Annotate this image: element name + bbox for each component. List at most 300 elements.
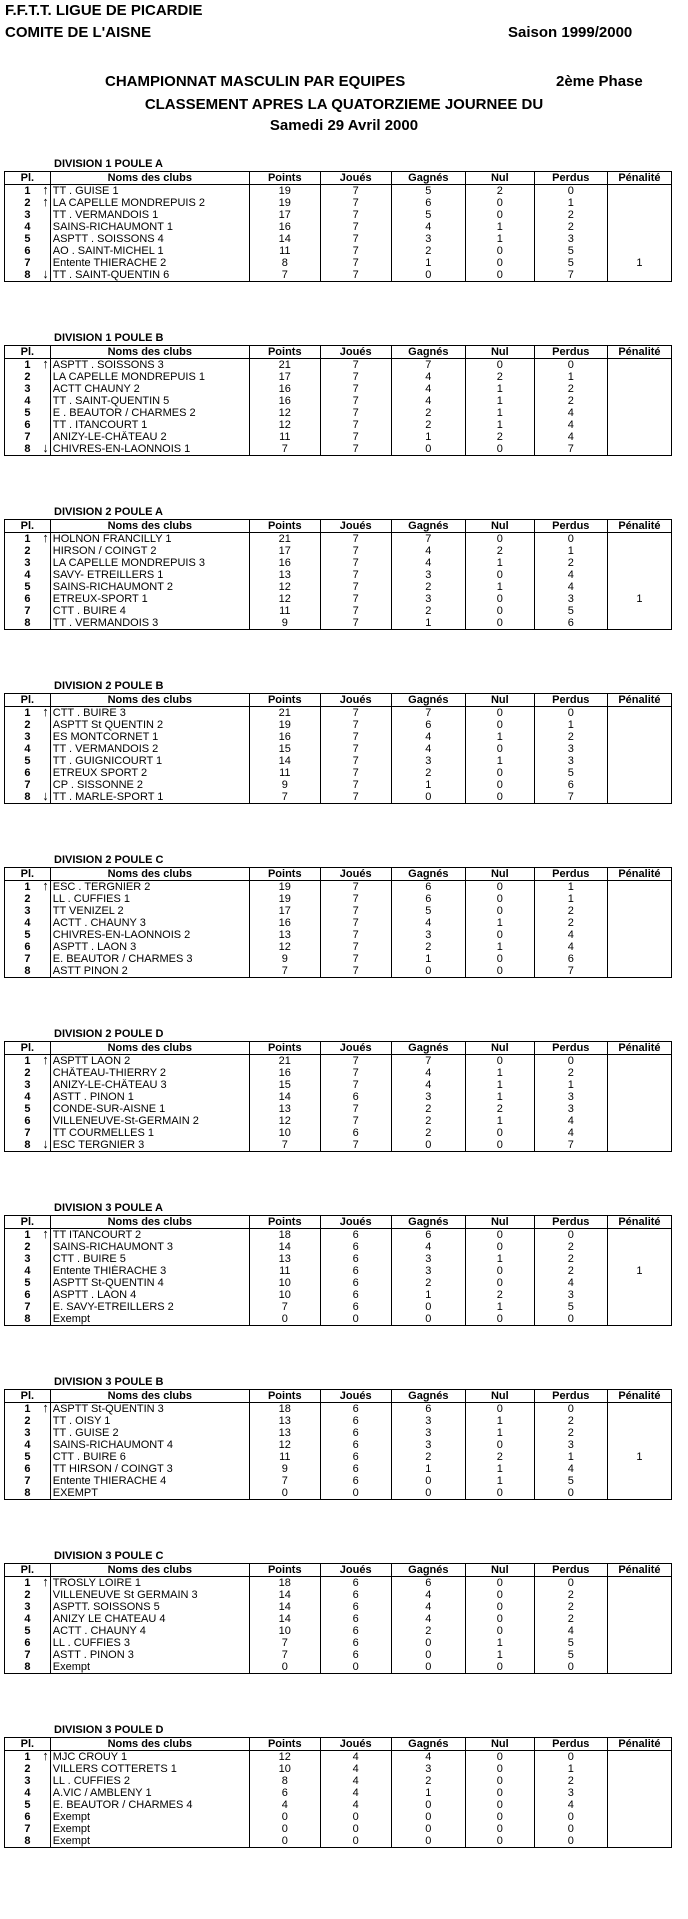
club-name-cell: TT . VERMANDOIS 3 [50, 617, 249, 630]
standings-table [4, 693, 672, 804]
nul-cell: 0 [466, 965, 535, 978]
club-name-cell: Entente THIERACHE 4 [50, 1475, 249, 1487]
column-header: Pénalité [607, 1738, 671, 1751]
nul-cell: 0 [466, 1229, 535, 1242]
perdus-cell: 4 [534, 941, 607, 953]
club-name-cell: E . BEAUTOR / CHARMES 2 [50, 407, 249, 419]
gagnes-cell: 0 [391, 1661, 465, 1674]
club-name-cell: E. BEAUTOR / CHARMES 3 [50, 953, 249, 965]
table-row [5, 1613, 672, 1625]
joues-cell: 7 [320, 905, 391, 917]
joues-cell: 7 [320, 383, 391, 395]
column-header: Pénalité [607, 1564, 671, 1577]
joues-cell: 7 [320, 791, 391, 804]
gagnes-cell: 0 [391, 1799, 465, 1811]
points-cell: 12 [249, 593, 320, 605]
points-cell: 15 [249, 743, 320, 755]
penalite-cell [607, 1577, 671, 1590]
table-header-row [5, 694, 672, 707]
column-header: Gagnés [391, 520, 465, 533]
joues-cell: 6 [320, 1127, 391, 1139]
column-header: Perdus [534, 520, 607, 533]
table-row [5, 1661, 672, 1674]
column-header: Joués [320, 1564, 391, 1577]
penalite-cell [607, 245, 671, 257]
joues-cell: 6 [320, 1601, 391, 1613]
club-name-cell: CHIVRES-EN-LAONNOIS 1 [50, 443, 249, 456]
perdus-cell: 0 [534, 1229, 607, 1242]
joues-cell: 6 [320, 1439, 391, 1451]
arrow-up-icon: ↑ [42, 1402, 49, 1415]
table-row [5, 197, 672, 209]
joues-cell: 7 [320, 1055, 391, 1068]
club-name-cell: AO . SAINT-MICHEL 1 [50, 245, 249, 257]
points-cell: 21 [249, 359, 320, 372]
gagnes-cell: 0 [391, 791, 465, 804]
joues-cell: 6 [320, 1427, 391, 1439]
rank-cell: 6 [5, 1811, 51, 1823]
joues-cell: 6 [320, 1229, 391, 1242]
points-cell: 14 [249, 1589, 320, 1601]
joues-cell: 7 [320, 359, 391, 372]
table-row [5, 545, 672, 557]
rank-cell: 6 [5, 1289, 51, 1301]
column-header: Perdus [534, 1216, 607, 1229]
penalite-cell [607, 1241, 671, 1253]
nul-cell: 1 [466, 755, 535, 767]
penalite-cell [607, 581, 671, 593]
column-header: Points [249, 1216, 320, 1229]
nul-cell: 0 [466, 953, 535, 965]
column-header: Pénalité [607, 346, 671, 359]
penalite-cell [607, 269, 671, 282]
column-header: Perdus [534, 346, 607, 359]
rank-cell: 6 [5, 245, 51, 257]
rank-cell: 1 ↑ [5, 1229, 51, 1242]
rank-cell: 3 [5, 1601, 51, 1613]
rank-cell: 2 [5, 1067, 51, 1079]
joues-cell: 7 [320, 533, 391, 546]
nul-cell: 1 [466, 1115, 535, 1127]
table-row [5, 1127, 672, 1139]
joues-cell: 7 [320, 893, 391, 905]
club-name-cell: TT VENIZEL 2 [50, 905, 249, 917]
table-header-row [5, 520, 672, 533]
gagnes-cell: 1 [391, 953, 465, 965]
rank-cell: 7 [5, 257, 51, 269]
points-cell: 7 [249, 443, 320, 456]
penalite-cell [607, 881, 671, 894]
joues-cell: 7 [320, 707, 391, 720]
rank-cell: 1 ↑ [5, 359, 51, 372]
penalite-cell [607, 1787, 671, 1799]
club-name-cell: VILLERS COTTERETS 1 [50, 1763, 249, 1775]
rank-cell: 8 [5, 1313, 51, 1326]
column-header: Pénalité [607, 172, 671, 185]
table-row [5, 965, 672, 978]
penalite-cell [607, 431, 671, 443]
club-name-cell: A.VIC / AMBLENY 1 [50, 1787, 249, 1799]
nul-cell: 1 [466, 581, 535, 593]
gagnes-cell: 2 [391, 1103, 465, 1115]
joues-cell: 6 [320, 1613, 391, 1625]
penalite-cell [607, 743, 671, 755]
penalite-cell [607, 545, 671, 557]
points-cell: 16 [249, 557, 320, 569]
rank-cell: 6 [5, 1463, 51, 1475]
column-header: Pl. [5, 694, 51, 707]
perdus-cell: 2 [534, 1415, 607, 1427]
perdus-cell: 5 [534, 1301, 607, 1313]
nul-cell: 0 [466, 1277, 535, 1289]
club-name-cell: CTT . BUIRE 3 [50, 707, 249, 720]
joues-cell: 4 [320, 1787, 391, 1799]
division-block [4, 505, 672, 630]
gagnes-cell: 6 [391, 1577, 465, 1590]
club-name-cell: VILLENEUVE-St-GERMAIN 2 [50, 1115, 249, 1127]
joues-cell: 7 [320, 743, 391, 755]
joues-cell: 7 [320, 953, 391, 965]
club-name-cell: ASPTT . LAON 4 [50, 1289, 249, 1301]
rank-cell: 7 [5, 605, 51, 617]
club-name-cell: ACTT . CHAUNY 4 [50, 1625, 249, 1637]
points-cell: 21 [249, 1055, 320, 1068]
standings-table [4, 867, 672, 978]
table-row [5, 767, 672, 779]
table-row [5, 431, 672, 443]
club-name-cell: Exempt [50, 1811, 249, 1823]
nul-cell: 1 [466, 731, 535, 743]
penalite-cell [607, 1313, 671, 1326]
joues-cell: 6 [320, 1403, 391, 1416]
penalite-cell [607, 1775, 671, 1787]
perdus-cell: 6 [534, 953, 607, 965]
penalite-cell [607, 779, 671, 791]
arrow-up-icon: ↑ [42, 197, 49, 209]
joues-cell: 7 [320, 197, 391, 209]
gagnes-cell: 3 [391, 1253, 465, 1265]
table-row [5, 1487, 672, 1500]
perdus-cell: 0 [534, 707, 607, 720]
gagnes-cell: 0 [391, 269, 465, 282]
rank-cell: 6 [5, 941, 51, 953]
joues-cell: 7 [320, 569, 391, 581]
division-block [4, 1201, 672, 1326]
joues-cell: 7 [320, 407, 391, 419]
penalite-cell [607, 1463, 671, 1475]
nul-cell: 0 [466, 1787, 535, 1799]
perdus-cell: 3 [534, 1289, 607, 1301]
nul-cell: 0 [466, 245, 535, 257]
nul-cell: 0 [466, 533, 535, 546]
joues-cell: 7 [320, 917, 391, 929]
table-row [5, 269, 672, 282]
gagnes-cell: 3 [391, 233, 465, 245]
points-cell: 11 [249, 1265, 320, 1277]
penalite-cell [607, 1475, 671, 1487]
points-cell: 13 [249, 1253, 320, 1265]
perdus-cell: 0 [534, 1751, 607, 1764]
rank-cell: 8 ↓ [5, 791, 51, 804]
gagnes-cell: 6 [391, 1403, 465, 1416]
table-header-row [5, 1042, 672, 1055]
standings-table [4, 1389, 672, 1500]
penalite-cell [607, 1415, 671, 1427]
rank-cell: 8 [5, 965, 51, 978]
nul-cell: 1 [466, 1463, 535, 1475]
rank-cell: 1 ↑ [5, 1055, 51, 1068]
column-header: Noms des clubs [50, 520, 249, 533]
penalite-cell [607, 791, 671, 804]
rank-cell: 6 [5, 593, 51, 605]
nul-cell: 0 [466, 1139, 535, 1152]
penalite-cell [607, 1487, 671, 1500]
penalite-cell [607, 917, 671, 929]
rank-cell: 4 [5, 1265, 51, 1277]
table-row [5, 1625, 672, 1637]
points-cell: 14 [249, 1601, 320, 1613]
nul-cell: 1 [466, 233, 535, 245]
club-name-cell: ETREUX SPORT 2 [50, 767, 249, 779]
penalite-cell [607, 1427, 671, 1439]
gagnes-cell: 3 [391, 569, 465, 581]
gagnes-cell: 4 [391, 1601, 465, 1613]
championship-title: CHAMPIONNAT MASCULIN PAR EQUIPES [105, 73, 406, 90]
perdus-cell: 4 [534, 929, 607, 941]
rank-cell: 2 [5, 719, 51, 731]
club-name-cell: TT COURMELLES 1 [50, 1127, 249, 1139]
table-row [5, 1577, 672, 1590]
club-name-cell: SAVY- ETREILLERS 1 [50, 569, 249, 581]
column-header: Joués [320, 1390, 391, 1403]
table-row [5, 593, 672, 605]
column-header: Nul [466, 172, 535, 185]
points-cell: 19 [249, 719, 320, 731]
perdus-cell: 3 [534, 1103, 607, 1115]
rank-cell: 3 [5, 557, 51, 569]
penalite-cell [607, 929, 671, 941]
club-name-cell: TT . VERMANDOIS 2 [50, 743, 249, 755]
column-header: Points [249, 1564, 320, 1577]
perdus-cell: 7 [534, 791, 607, 804]
perdus-cell: 5 [534, 1637, 607, 1649]
rank-cell: 6 [5, 1637, 51, 1649]
club-name-cell: SAINS-RICHAUMONT 1 [50, 221, 249, 233]
points-cell: 10 [249, 1289, 320, 1301]
table-row [5, 791, 672, 804]
nul-cell: 0 [466, 719, 535, 731]
joues-cell: 7 [320, 395, 391, 407]
rank-cell: 8 ↓ [5, 1139, 51, 1152]
rank-cell: 5 [5, 1277, 51, 1289]
club-name-cell: E. BEAUTOR / CHARMES 4 [50, 1799, 249, 1811]
club-name-cell: HOLNON FRANCILLY 1 [50, 533, 249, 546]
rank-cell: 1 ↑ [5, 1577, 51, 1590]
gagnes-cell: 0 [391, 1139, 465, 1152]
points-cell: 7 [249, 791, 320, 804]
gagnes-cell: 4 [391, 1751, 465, 1764]
table-row [5, 743, 672, 755]
rank-cell: 3 [5, 1253, 51, 1265]
points-cell: 13 [249, 1103, 320, 1115]
gagnes-cell: 6 [391, 197, 465, 209]
nul-cell: 0 [466, 269, 535, 282]
division-name: DIVISION 3 POULE C [54, 1550, 164, 1562]
points-cell: 10 [249, 1625, 320, 1637]
perdus-cell: 0 [534, 1823, 607, 1835]
nul-cell: 1 [466, 1637, 535, 1649]
club-name-cell: ACTT . CHAUNY 3 [50, 917, 249, 929]
column-header: Pénalité [607, 520, 671, 533]
penalite-cell: 1 [607, 593, 671, 605]
rank-cell: 5 [5, 1799, 51, 1811]
nul-cell: 0 [466, 707, 535, 720]
points-cell: 11 [249, 1451, 320, 1463]
column-header: Perdus [534, 868, 607, 881]
table-row [5, 779, 672, 791]
perdus-cell: 0 [534, 185, 607, 198]
table-row [5, 395, 672, 407]
table-row [5, 1799, 672, 1811]
rank-cell: 4 [5, 1787, 51, 1799]
rank-cell: 4 [5, 917, 51, 929]
points-cell: 0 [249, 1811, 320, 1823]
nul-cell: 0 [466, 1313, 535, 1326]
rank-cell: 8 ↓ [5, 269, 51, 282]
penalite-cell: 1 [607, 1265, 671, 1277]
joues-cell: 6 [320, 1415, 391, 1427]
penalite-cell [607, 1301, 671, 1313]
penalite-cell [607, 953, 671, 965]
points-cell: 6 [249, 1787, 320, 1799]
perdus-cell: 4 [534, 1799, 607, 1811]
table-row [5, 881, 672, 894]
column-header: Noms des clubs [50, 694, 249, 707]
table-row [5, 719, 672, 731]
rank-cell: 2 [5, 371, 51, 383]
joues-cell: 7 [320, 1103, 391, 1115]
arrow-up-icon: ↑ [42, 358, 49, 371]
points-cell: 17 [249, 905, 320, 917]
joues-cell: 6 [320, 1253, 391, 1265]
gagnes-cell: 5 [391, 209, 465, 221]
gagnes-cell: 2 [391, 941, 465, 953]
points-cell: 0 [249, 1661, 320, 1674]
rank-cell: 2 [5, 893, 51, 905]
penalite-cell [607, 443, 671, 456]
penalite-cell [607, 1751, 671, 1764]
division-block [4, 853, 672, 978]
penalite-cell [607, 1649, 671, 1661]
gagnes-cell: 4 [391, 1067, 465, 1079]
points-cell: 21 [249, 533, 320, 546]
points-cell: 12 [249, 581, 320, 593]
points-cell: 4 [249, 1799, 320, 1811]
arrow-up-icon: ↑ [42, 880, 49, 893]
division-block [4, 1723, 672, 1848]
column-header: Joués [320, 1738, 391, 1751]
perdus-cell: 5 [534, 257, 607, 269]
club-name-cell: LL . CUFFIES 1 [50, 893, 249, 905]
nul-cell: 2 [466, 1103, 535, 1115]
rank-cell: 3 [5, 1775, 51, 1787]
table-row [5, 1067, 672, 1079]
table-row [5, 359, 672, 372]
points-cell: 7 [249, 965, 320, 978]
joues-cell: 7 [320, 1139, 391, 1152]
penalite-cell [607, 221, 671, 233]
column-header: Nul [466, 868, 535, 881]
perdus-cell: 2 [534, 917, 607, 929]
nul-cell: 1 [466, 557, 535, 569]
joues-cell: 0 [320, 1313, 391, 1326]
arrow-up-icon: ↑ [42, 1750, 49, 1763]
column-header: Perdus [534, 1042, 607, 1055]
points-cell: 13 [249, 1415, 320, 1427]
perdus-cell: 2 [534, 905, 607, 917]
column-header: Nul [466, 694, 535, 707]
nul-cell: 0 [466, 1661, 535, 1674]
table-row [5, 233, 672, 245]
standings-table [4, 1563, 672, 1674]
division-block [4, 331, 672, 456]
rank-cell: 1 ↑ [5, 707, 51, 720]
perdus-cell: 5 [534, 1649, 607, 1661]
nul-cell: 1 [466, 407, 535, 419]
club-name-cell: CTT . BUIRE 4 [50, 605, 249, 617]
rank-cell: 8 [5, 1487, 51, 1500]
nul-cell: 2 [466, 1451, 535, 1463]
gagnes-cell: 6 [391, 881, 465, 894]
joues-cell: 0 [320, 1661, 391, 1674]
club-name-cell: TROSLY LOIRE 1 [50, 1577, 249, 1590]
rank-cell: 4 [5, 743, 51, 755]
points-cell: 13 [249, 929, 320, 941]
rank-cell: 2 [5, 545, 51, 557]
table-row [5, 1463, 672, 1475]
column-header: Joués [320, 868, 391, 881]
perdus-cell: 7 [534, 965, 607, 978]
rank-cell: 7 [5, 1475, 51, 1487]
club-name-cell: TT . GUISE 2 [50, 1427, 249, 1439]
division-block [4, 157, 672, 282]
division-name: DIVISION 3 POULE D [54, 1724, 164, 1736]
nul-cell: 0 [466, 1127, 535, 1139]
table-row [5, 257, 672, 269]
joues-cell: 0 [320, 1823, 391, 1835]
column-header: Joués [320, 172, 391, 185]
column-header: Nul [466, 1738, 535, 1751]
rank-cell: 2 ↑ [5, 197, 51, 209]
standings-table [4, 171, 672, 282]
column-header: Gagnés [391, 1216, 465, 1229]
points-cell: 7 [249, 269, 320, 282]
column-header: Pl. [5, 172, 51, 185]
table-row [5, 905, 672, 917]
committee-title: COMITE DE L'AISNE [5, 24, 152, 41]
column-header: Pl. [5, 868, 51, 881]
joues-cell: 6 [320, 1637, 391, 1649]
joues-cell: 7 [320, 1115, 391, 1127]
nul-cell: 1 [466, 1475, 535, 1487]
club-name-cell: TT ITANCOURT 2 [50, 1229, 249, 1242]
penalite-cell [607, 371, 671, 383]
joues-cell: 7 [320, 545, 391, 557]
gagnes-cell: 1 [391, 1289, 465, 1301]
gagnes-cell: 1 [391, 779, 465, 791]
ranking-title: CLASSEMENT APRES LA QUATORZIEME JOURNEE DU [144, 96, 544, 113]
season-label: Saison 1999/2000 [508, 24, 633, 41]
